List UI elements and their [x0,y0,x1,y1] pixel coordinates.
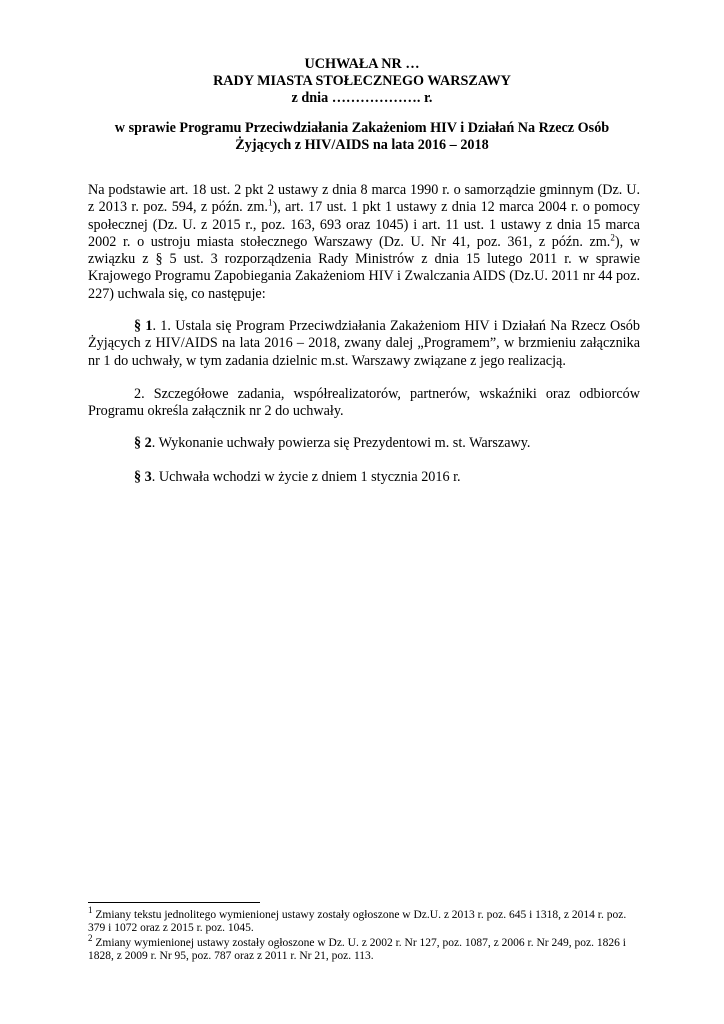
footnote-2-mark: 2 [88,933,93,944]
section-1-point-2: 2. Szczegółowe zadania, współrealizatorów, partnerów, wskaźniki oraz odbiorców Programu określa załącznik nr 2 do uchwały. [88,386,640,420]
section-3-text: . Uchwała wchodzi w życie z dniem 1 stycznia 2016 r. [151,469,461,485]
footnote-2 [88,933,640,963]
legal-basis-paragraph [88,182,640,303]
section-2-label: § 2 [134,435,152,451]
resolution-number: UCHWAŁA NR … [304,56,420,72]
legal-basis-text-3: ), w związku z § 5 ust. 3 rozporządzenia Rady Ministrów z dnia 15 lutego 2011 r. w sprawie Krajowego Programu Zapobiegania Zakażeniom HIV i Zwalczania AIDS (Dz.U. 2011 nr 44 poz. 227) uchwala się, co następuje: [88,233,640,302]
legal-basis-text-1: Na podstawie art. 18 ust. 2 pkt 2 ustawy z dnia 8 marca 1990 r. o samorządzie gminnym (Dz. U. z 2013 r. poz. 594, z późn. zm. [88,182,640,216]
footnote-ref-2: 2 [610,232,615,243]
council-name: RADY MIASTA STOŁECZNEGO WARSZAWY [213,73,511,89]
footnote-1-mark: 1 [88,905,93,916]
section-2 [88,435,640,452]
footnote-1 [88,905,640,935]
section-2-text: . Wykonanie uchwały powierza się Prezydentowi m. st. Warszawy. [151,435,531,451]
subject-line-2: Żyjących z HIV/AIDS na lata 2016 – 2018 [235,137,489,153]
section-3 [88,469,640,486]
section-1-point-1 [88,318,640,370]
section-3-label: § 3 [134,469,152,485]
resolution-date: z dnia ………………. r. [291,90,433,106]
footnote-1-text: Zmiany tekstu jednolitego wymienionej ustawy zostały ogłoszone w Dz.U. z 2013 r. poz. 645 i 1318, z 2014 r. poz. 379 i 1072 oraz z 2015 r. poz. 1045. [88,909,627,934]
subject-line-1: w sprawie Programu Przeciwdziałania Zakażeniom HIV i Działań Na Rzecz Osób [114,120,610,136]
footnote-2-text: Zmiany wymienionej ustawy zostały ogłoszone w Dz. U. z 2002 r. Nr 127, poz. 1087, z 2006 r. Nr 249, poz. 1826 i 1828, z 2009 r. Nr 95, poz. 787 oraz z 2011 r. Nr 21, poz. 113. [88,937,626,962]
footnote-separator [88,902,260,903]
footnote-ref-1: 1 [267,197,273,208]
legal-basis-text-2: ), art. 17 ust. 1 pkt 1 ustawy z dnia 12 marca 2004 r. o pomocy społecznej (Dz. U. z 2015 r., poz. 163, 693 oraz 1045) i art. 11 ust. 1 ustawy z dnia 15 marca 2002 r. o ustroju miasta stołecznego Warszawy (Dz. U. Nr 41, poz. 361, z późn. zm. [88,199,640,250]
section-1-text: . 1. Ustala się Program Przeciwdziałania Zakażeniom HIV i Działań Na Rzecz Osób Żyjących z HIV/AIDS na lata 2016 – 2018, zwany dalej „Programem”, w brzmieniu załącznika nr 1 do uchwały, w tym zadania dzielnic m.st. Warszawy związane z jego realizacją. [88,318,640,369]
section-1-label: § 1 [134,318,153,334]
